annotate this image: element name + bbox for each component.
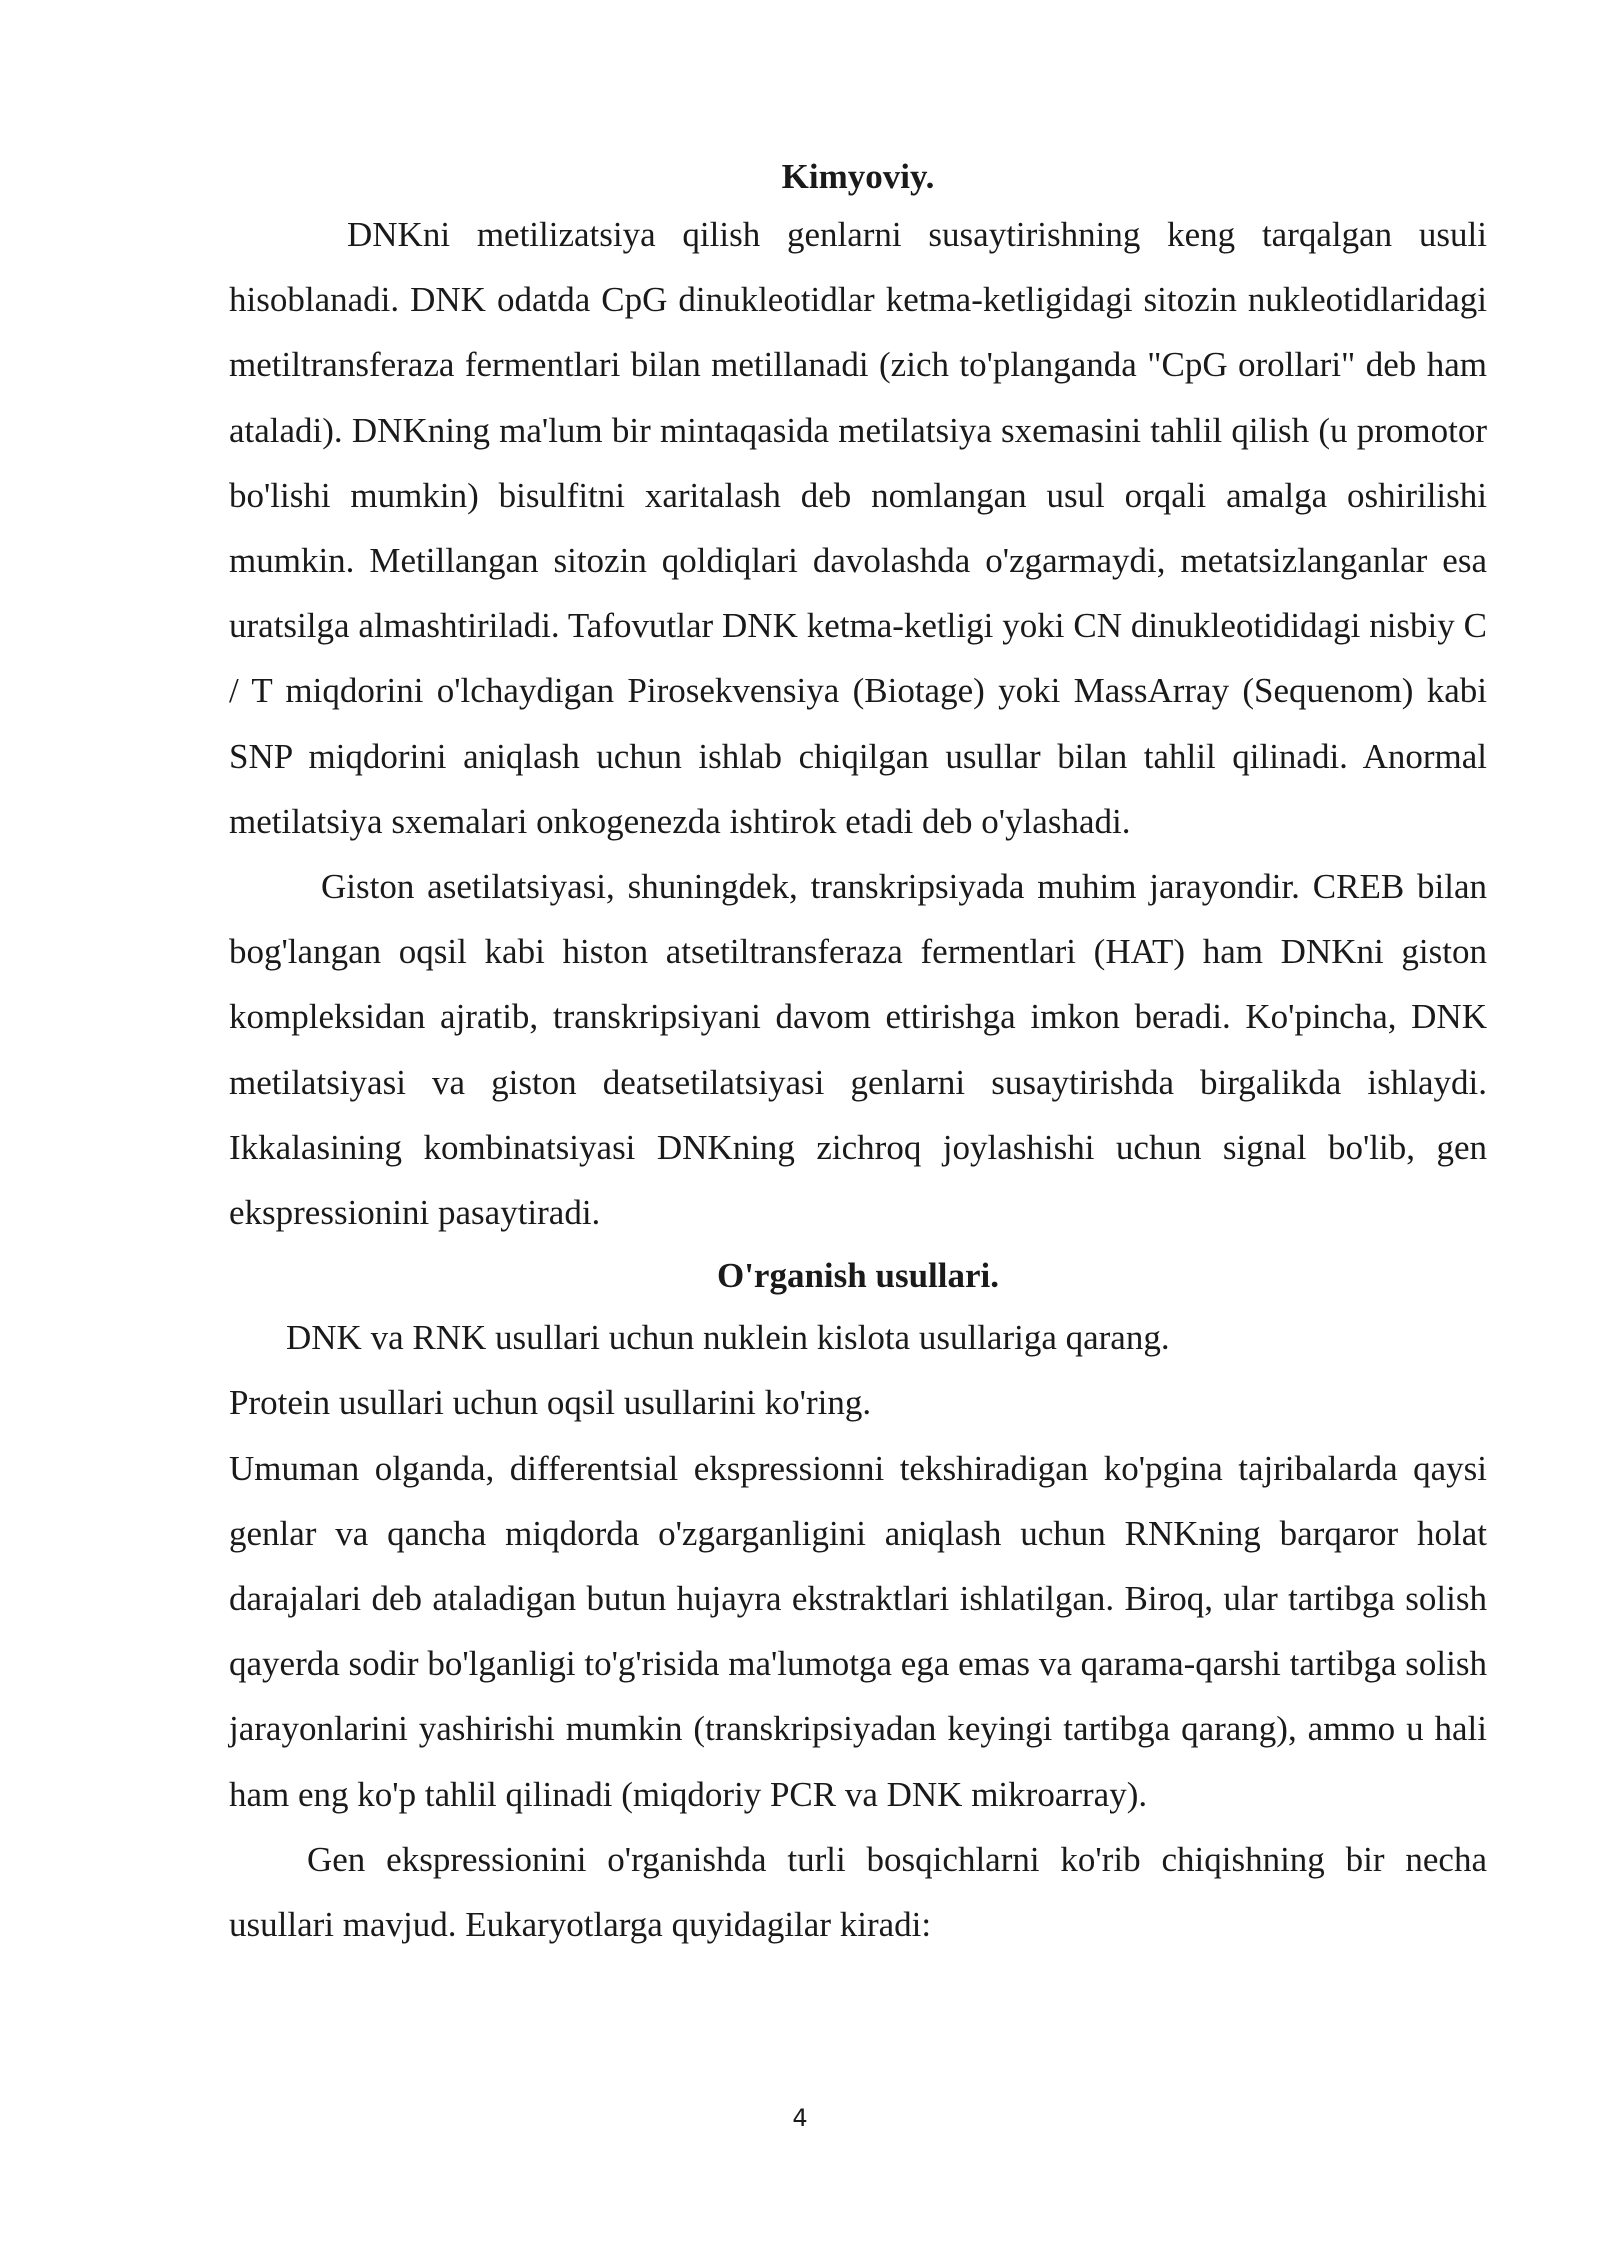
document-page: [229, 152, 1487, 1957]
paragraph-dna-rna-methods: DNK va RNK usullari uchun nuklein kislota usullariga qarang.: [286, 1318, 1170, 1358]
paragraph-dna-methylation: DNKni metilizatsiya qilish genlarni susaytirishning keng tarqalgan usuli hisoblanadi. DNK odatda CpG dinukleotidlar ketma-ketligidagi sitozin nukleotidlaridagi metiltransferaza fermentlari bilan metillanadi (zich to'planganda "CpG orollari" deb ham ataladi). DNKning ma'lum bir mintaqasida metilatsiya sxemasini tahlil qilish (u promotor bo'lishi mumkin) bisulfitni xaritalash deb nomlangan usul orqali amalga oshirilishi mumkin. Metillangan sitozin qoldiqlari davolashda o'zgarmaydi, metatsizlanganlar esa uratsilga almashtiriladi. Tafovutlar DNK ketma-ketligi yoki CN dinukleotididagi nisbiy C / T miqdorini o'lchaydigan Pirosekvensiya (Biotage) yoki MassArray (Sequenom) kabi SNP miqdorini aniqlash uchun ishlab chiqilgan usullar bilan tahlil qilinadi. Anormal metilatsiya sxemalari onkogenezda ishtirok etadi deb o'ylashadi.: [229, 215, 1487, 841]
paragraph-protein-methods: Protein usullari uchun oqsil usullarini ko'ring.: [229, 1383, 872, 1423]
section-heading-kimyoviy: Kimyoviy.: [781, 157, 935, 196]
paragraph-expression-stages: Gen ekspressionini o'rganishda turli bosqichlarni ko'rib chiqishning bir necha usullari mavjud. Eukaryotlarga quyidagilar kiradi:: [229, 1839, 1487, 1945]
paragraph-differential-expression: Umuman olganda, differentsial ekspressionni tekshiradigan ko'pgina tajribalarda qaysi genlar va qancha miqdorda o'zgarganligini aniqlash uchun RNKning barqaror holat darajalari deb ataladigan butun hujayra ekstraktlari ishlatilgan. Biroq, ular tartibga solish qayerda sodir bo'lganligi to'g'risida ma'lumotga ega emas va qarama-qarshi tartibga solish jarayonlarini yashirishi mumkin (transkripsiyadan keyingi tartibga qarang), ammo u hali ham eng ko'p tahlil qilinadi (miqdoriy PCR va DNK mikroarray).: [229, 1448, 1487, 1814]
section-heading-study-methods: O'rganish usullari.: [716, 1256, 1000, 1296]
paragraph-histone-acetylation: Giston asetilatsiyasi, shuningdek, transkripsiyada muhim jarayondir. CREB bilan bog'langan oqsil kabi histon atsetiltransferaza fermentlari (HAT) ham DNKni giston kompleksidan ajratib, transkripsiyani davom ettirishga imkon beradi. Ko'pincha, DNK metilatsiyasi va giston deatsetilatsiyasi genlarni susaytirishda birgalikda ishlaydi. Ikkalasining kombinatsiyasi DNKning zichroq joylashishi uchun signal bo'lib, gen ekspressionini pasaytiradi.: [229, 867, 1487, 1233]
page-number: 4: [792, 2104, 808, 2132]
